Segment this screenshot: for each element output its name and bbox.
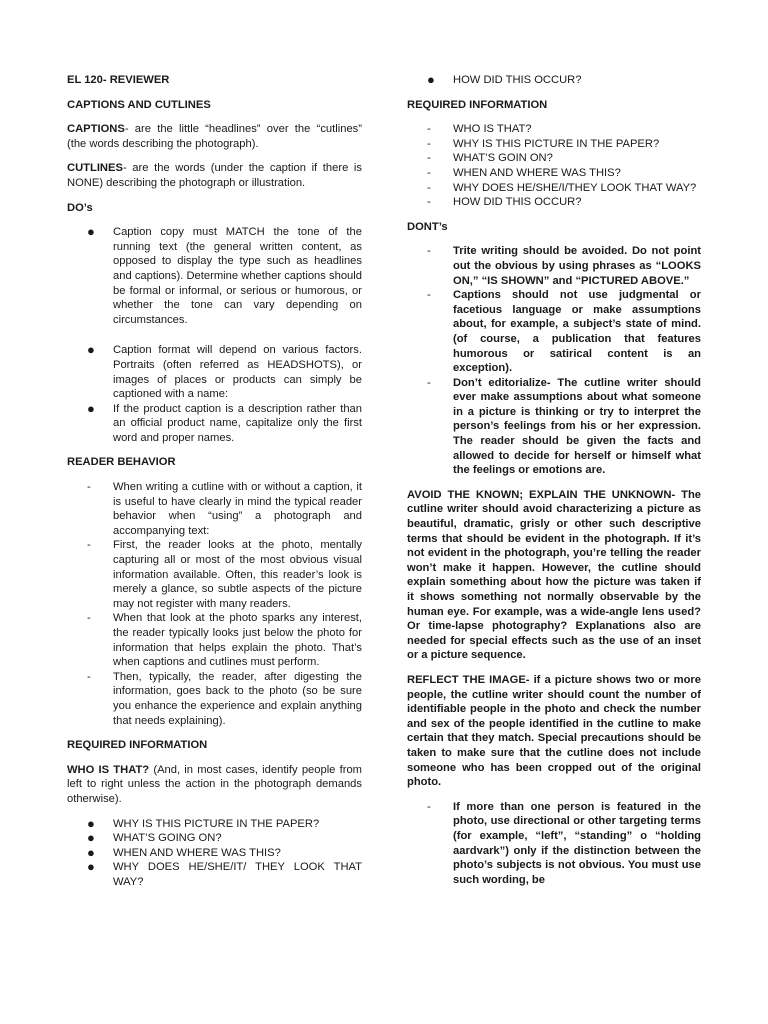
captions-definition: CAPTIONS- are the little “headlines” over the “cutlines” (the words describing the photograph). (67, 123, 362, 150)
list-item: ● Caption copy must MATCH the tone of the running text (the general written content, as opposed to display the type such as headlines and captions). Determine whether captions should be formal or informal, or serious or humorous, or whether the tone can vary depending on circumstances. (87, 224, 362, 326)
list-item: - When that look at the photo sparks any interest, the reader typically looks just below the photo for information that helps explain the photo. That’s when captions and cutlines must perform. (87, 612, 362, 669)
avoid-known-paragraph: AVOID THE KNOWN; EXPLAIN THE UNKNOWN- The cutline writer should avoid characterizing a picture as beautiful, dramatic, grisly or other such descriptive terms that should be evident in the photograph. If it’s not evident in the photograph, you’re telling the reader won’t make it happen. However, the cutline should explain something about how the picture was taken if it shows something not normally observable by the human eye. For example, was a wide-angle lens used? Or time-lapse photography? Explanations also are needed for special effects such as the use of an inset or a picture sequence. (407, 488, 701, 662)
dash-marker: - (427, 245, 431, 258)
dash-marker: - (427, 166, 431, 179)
list-item: - WHAT’S GOIN ON? (427, 152, 553, 165)
list-item: ● HOW DID THIS OCCUR? (427, 72, 582, 87)
continued-questions-list (407, 73, 701, 88)
list-item: ● WHEN AND WHERE WAS THIS? (87, 844, 281, 860)
bullet-icon: ● (87, 400, 95, 416)
bullet-icon: ● (87, 859, 95, 875)
reflect-image-paragraph: REFLECT THE IMAGE- if a picture shows two or more people, the cutline writer should count the number of identifiable people in the photo and check the number and sex of the people identified in the cutline to make certain that they match. Special precautions should be taken to make sure that the cutline does not include someone who has been cropped out of the original photo. (407, 673, 701, 789)
list-item: - Captions should not use judgmental or facetious language or make assumptions about, for example, a subject’s state of mind. (of course, a publication that features humorous or satirical content is an exception). (427, 289, 701, 375)
doc-title: EL 120- REVIEWER (67, 74, 170, 86)
bullet-icon: ● (87, 844, 95, 860)
list-item: - WHO IS THAT? (427, 123, 532, 136)
required-info-heading-2: REQUIRED INFORMATION (407, 98, 548, 111)
dash-marker: - (87, 670, 91, 683)
dos-list (67, 225, 362, 445)
dash-marker: - (427, 181, 431, 194)
list-item: - Trite writing should be avoided. Do not point out the obvious by using phrases as “LOOKS ON,” “IS SHOWN” and “PICTURED ABOVE.” (427, 245, 701, 287)
right-column (407, 73, 701, 897)
dash-marker: - (427, 123, 431, 136)
donts-list (407, 244, 701, 478)
list-item: - Don’t editorialize- The cutline writer should ever make assumptions about what someone in a picture is thinking or try to interpret the person’s feelings from his or her expression. The reader should be given the facts and allowed to decide for herself or himself what the feelings or emotions are. (427, 376, 701, 477)
list-item: - HOW DID THIS OCCUR? (427, 196, 582, 209)
required-questions-list (67, 817, 362, 890)
dash-marker: - (87, 481, 91, 494)
donts-heading: DONT’s (407, 220, 448, 233)
list-item: - First, the reader looks at the photo, mentally capturing all or most of the most obvious visual information available. Often, this reader’s look is merely a glance, so subtle aspects of the picture may not register with many readers. (87, 539, 362, 610)
list-item: - WHEN AND WHERE WAS THIS? (427, 166, 621, 179)
list-item: - Then, typically, the reader, after digesting the information, goes back to the photo (so be sure you enhance the experience and explain anything that needs explaining). (87, 670, 362, 727)
list-item: ● WHAT’S GOING ON? (87, 830, 222, 846)
list-item: ● WHY IS THIS PICTURE IN THE PAPER? (87, 815, 320, 831)
bullet-icon: ● (87, 342, 95, 358)
dash-marker: - (427, 152, 431, 165)
reader-behavior-list (67, 480, 362, 728)
dash-marker: - (427, 137, 431, 150)
required-info-heading: REQUIRED INFORMATION (67, 739, 208, 752)
who-is-that-paragraph: WHO IS THAT? (And, in most cases, identify people from left to right unless the action in the photograph demands otherwise). (67, 763, 362, 805)
list-item: ● Caption format will depend on various factors. Portraits (often referred as HEADSHOTS), or images of places or products can simply be captioned with a name: (87, 342, 362, 401)
cutlines-definition: CUTLINES- are the words (under the caption if there is NONE) describing the photograph or illustration. (67, 162, 362, 189)
bullet-icon: ● (87, 815, 95, 831)
list-item: - If more than one person is featured in the photo, use directional or other targeting terms (for example, “left”, “standing” o “holding aardvark”) only if the distinction between the photo’s subjects is not obvious. You must use such wording, be (427, 800, 701, 886)
left-column (67, 73, 362, 900)
dash-marker: - (427, 800, 431, 813)
list-item: - WHY IS THIS PICTURE IN THE PAPER? (427, 137, 660, 150)
section-heading-captions-cutlines: CAPTIONS AND CUTLINES (67, 98, 211, 111)
reflect-image-list (407, 800, 701, 888)
list-item: ● If the product caption is a description rather than an official product name, capitalize only the first word and proper names. (87, 400, 362, 444)
reader-behavior-heading: READER BEHAVIOR (67, 456, 176, 469)
bullet-icon: ● (87, 830, 95, 846)
list-item: - When writing a cutline with or without a caption, it is useful to have clearly in mind the typical reader behavior when “using” a photograph and accompanying text: (87, 481, 362, 537)
dash-marker: - (427, 289, 431, 302)
required-info-dash-list (407, 122, 701, 210)
list-item: - WHY DOES HE/SHE/I/THEY LOOK THAT WAY? (427, 181, 697, 194)
dash-marker: - (427, 196, 431, 209)
bullet-icon: ● (87, 224, 95, 240)
dash-marker: - (87, 612, 91, 625)
bullet-icon: ● (427, 72, 435, 87)
dos-heading: DO’s (67, 201, 93, 214)
list-item: ● WHY DOES HE/SHE/IT/ THEY LOOK THAT WAY? (87, 859, 362, 888)
dash-marker: - (427, 376, 431, 389)
dash-marker: - (87, 539, 91, 552)
